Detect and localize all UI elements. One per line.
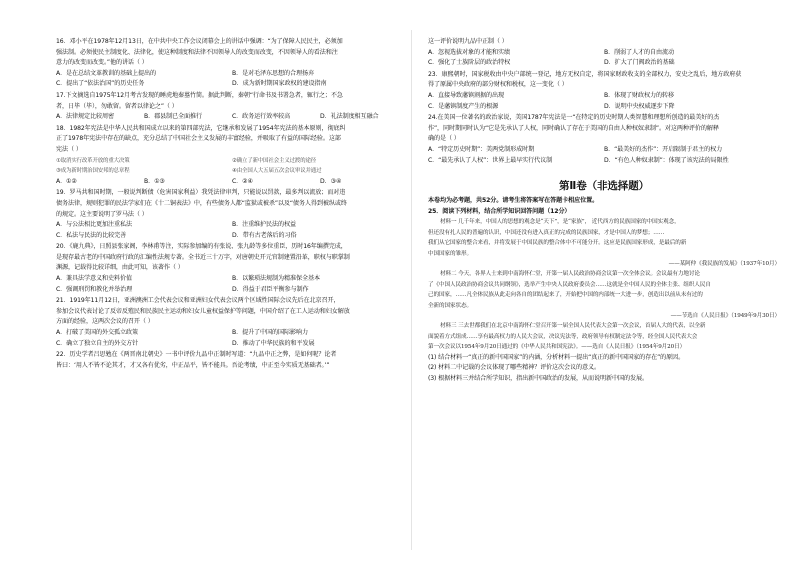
question-stem: 确的是（ ） [428, 135, 460, 143]
answer-options [56, 328, 408, 349]
question-stem: 的规定。这主要说明了罗马法（ ） [56, 210, 148, 218]
option-c: C．“最先承认了人权”：世界上最早实行代议制 [428, 156, 553, 164]
option-d: D．推动了中华民族的和平发展 [232, 339, 315, 347]
question-stem: 24.在美国一位著名的政治家说，美国1787年宪法是一“在特定的历史时期人类智慧和理想所创造的最美好的杰 [428, 114, 720, 122]
question-stem: 作”，同时期同时认为“它是先承认了人权，同时确认了存在于美国的自由人种权奴隶制”。对这两种评价的解释 [428, 124, 719, 132]
question-stem: 者，日毕（毕），勿敢留。留者以律论之”（ ） [56, 102, 178, 110]
answer-options [56, 220, 408, 241]
material-text: 材料三 三去世都我们在北京中南海怀仁堂召开第一届全国人民代表大会第一次会议，首届人大的代表，以全新 [440, 323, 706, 330]
question-17 [56, 91, 408, 123]
option-b: B．以繁琐法规制为精准保全基本 [232, 275, 320, 283]
material-text: 材料二 今天，各界人士来到中南海怀仁堂，开第一届人民政治协商会议第一次全体会议。会议最有力地讨论 [440, 271, 700, 278]
option-a: A．打破了美国的外交孤立政策 [56, 329, 138, 337]
material-text: 全新的国家状态。 [428, 302, 472, 309]
question-25-stem: 25．阅读下列材料，结合所学知识回答问题（12分） [428, 207, 571, 215]
question-24 [428, 113, 780, 166]
sub-question-3: (3) 根据材料三并结合所学知识，指出新中国政治的发展，从而说明新中国的发展。 [428, 374, 648, 382]
option-d: D．带有古老落后的习俗 [232, 231, 297, 239]
option-a: A．兼具法学意义和史料价值 [56, 275, 132, 283]
option-c: C．②④ [232, 177, 253, 185]
question-stem: 方面的经验，这两次会议的召开（ ） [56, 318, 154, 326]
material-text: 但还没有扎人民的普遍的认识，中国还没有进入真正的完成的民族国家，才是中国人的梦想；…… [428, 229, 665, 236]
question-stem: 23．康熙朝时，国家税收由中央户部统一登记，地方无权自定，将国家财政收支的全部权力，安史之乱后，地方政府获 [428, 70, 742, 78]
answer-options [56, 177, 408, 188]
sub-question-1: (1) 结合材料一“真正的新中国国家”的内涵，分析材料一提出“真正的新中国国家的存在”的原因。 [428, 353, 685, 361]
option-d: D．扩大了门阀政治的基础 [604, 59, 675, 67]
option-b: B．体现了财政权力的转移 [604, 91, 675, 99]
material-one [428, 217, 780, 269]
question-stem: 22．历史学者吕思勉在《两晋南北朝史》一书中评价九品中正制时写道：“九品中正之弊，是如何呢？论者 [56, 351, 337, 359]
answer-options [56, 112, 408, 123]
material-text: 中国国家的雏形。 [428, 250, 472, 257]
question-22-continued [428, 37, 780, 69]
sub-question-2: (2) 材料二中记载的会议体现了哪些精神？评价这次会议的意义。 [428, 364, 600, 372]
material-text: 面貌着方式组成……享有最高权力的人民大会议，决议宪法等，政府领导有权制定法令等，经全国人民代表大会 [428, 333, 698, 340]
option-a: A．①② [56, 177, 77, 185]
answer-options [56, 274, 408, 295]
left-column [56, 36, 408, 371]
question-stem: 债务法律，规则犯罪的民法学家们在《十二铜表法》中，有些债务人都“监狱或被杀”以及“债务人得到被纵或终 [56, 199, 347, 207]
question-21 [56, 296, 408, 349]
option-d: D．成为新时期国家政权的建设指南 [232, 80, 327, 88]
question-stem: 参加会议代表讨论了反帝反殖民和民族民主运动和妇女儿童权益保护等问题，中国介绍了在工人运动和妇女解放 [56, 307, 350, 315]
option-b: B．①③ [144, 177, 165, 185]
question-18 [56, 124, 408, 188]
question-22 [56, 350, 408, 371]
option-a: A．“特定历史时期”：美两党制形成时期 [428, 145, 535, 153]
question-stem: 16．邓小平在1978年12月13日，在中共中央工作会议闭幕会上的讲话中强调：“为了保障人民民主，必须加 [56, 38, 343, 45]
material-text: 第一次会议以1954年9月20日通过的《中华人民共和国宪法》。——选自《人民日报》（1954年9月20日） [428, 344, 686, 351]
sub-questions [428, 353, 780, 385]
material-text: 材料一 几千年来，中国人的思想的观念是“天下”，是“家族”， 近代西方的民族国家的中国实观念， [440, 219, 680, 226]
option-b: B．削弱了人才的自由流动 [604, 48, 675, 56]
option-d: D．“有色人种奴隶制”：体现了该宪法的局限性 [604, 156, 729, 164]
question-stem: 20．《鹿九典》，日照县张家阁，李林甫等注，实际参加编的有张说、张九龄等多位重臣，历时16年编撰完成， [56, 243, 347, 251]
question-stem: 18．1982年宪法是中华人民共和国成立以来的第四部宪法，它继承和发展了1954年宪法的基本原则，彻底纠 [56, 124, 346, 132]
column-divider [411, 30, 412, 550]
section-title: 第Ⅱ卷（非选择题） [558, 180, 650, 193]
question-stem: 意力的改变而改变。”他的讲话（ ） [56, 59, 148, 67]
material-three [428, 321, 780, 352]
option-b: B．郡县制已全面推行 [144, 113, 203, 121]
question-20 [56, 242, 408, 295]
right-column [428, 36, 780, 384]
option-a: A．是在总结文革教训的基础上提出的 [56, 69, 156, 77]
option-a: A．直接导致藩镇割据的出现 [428, 91, 504, 99]
question-stem: 17.下文摘选自1975年12月考古发现的睡虎地秦墓竹简。据此判断，秦朝“行命书及书署急者，辄行之；不急 [56, 91, 343, 99]
question-stem: 是现存最古老的中国政府行政的汇编性法规专著。全书近三十万字，对唐朝史开元官制建置沿革，职权与职掌制 [56, 253, 350, 261]
question-stem: 渊源，记载得比较详细，由此可知，该著作（ ） [56, 264, 184, 272]
circled-statements [56, 156, 408, 177]
option-d: D．得益于君臣平衡参与制作 [232, 285, 309, 293]
option-b: B．是对毛泽东思想的合理扬弃 [232, 69, 314, 77]
answer-options [56, 69, 408, 90]
question-stem: 这一评价说明九品中正制（ ） [428, 38, 508, 45]
material-text: 我们从它国家的整合来看，并将发展于中国民族的整合体中不可能分开。这应是民族国家形成，是最后的新 [428, 240, 687, 247]
option-c: C．私法与民法的比较完善 [56, 231, 127, 239]
option-b: B．提升了中国的国际影响力 [232, 329, 309, 337]
material-text: 己的国家，……凡全体民族从此走向各自的团结起来了，开始把中国的内部统一大进一步，创造出以前从未有过的 [428, 292, 703, 299]
question-16 [56, 37, 408, 90]
option-c: C．提出了“依法治国”的历史任务 [56, 80, 145, 88]
question-stem: 19．罗马共和国时期，一般说判断债（危害国家利益）我凭法律审判，只能说以罚款，最多判以流放；而对违 [56, 189, 346, 197]
option-a: A．忽视选拔对象的才能和实绩 [428, 48, 510, 56]
option-b: B．“最美好的杰作”：开启限制于君主的权力 [604, 145, 723, 153]
answer-options [428, 91, 780, 112]
question-stem: 正了1978年宪法中存在的缺点，充分总结了中国社会主义发展的丰富经验，并吸取了有益的国际经验。这部 [56, 135, 341, 143]
question-stem: 皆曰：‘用人不皆不论其才，才又各有优劣，中正品平，皆不能具。吾论考绩，中正至今实质无基础者。’” [56, 361, 330, 369]
option-c: C．强化了士族阶层的政治特权 [428, 59, 511, 67]
section-intro: 本卷均为必考题，共52分。请考生将答案写在答题卡相应位置。 [428, 197, 599, 205]
option-d: D．③④ [320, 177, 342, 185]
option-c: C．确立了独立自主的外交方针 [56, 339, 139, 347]
option-c: C．政务运行效率较高 [232, 113, 291, 121]
material-source: ——某阿仲《我民族的发展》（1937年10月） [668, 260, 780, 267]
material-source: ——节选自《人民日报》（1949年9月30日） [670, 312, 780, 319]
option-a: A．与公法相比更加注重私法 [56, 221, 132, 229]
answer-options [428, 145, 780, 166]
question-stem: 强法制。必须使民主制度化、法律化，使这种制度和法律不因领导人的改变而改变，不因领导人的看法和注 [56, 48, 338, 56]
question-stem: 宪法（ ） [56, 145, 82, 153]
material-two [428, 269, 780, 321]
option-a: A．法律规定比较周密 [56, 113, 115, 121]
answer-options [428, 48, 780, 69]
option-d: D．说明中央权威逐步下降 [604, 102, 675, 110]
option-b: B．注重维护民法的权益 [232, 221, 297, 229]
statement-3: ③成为新时期治国安邦的总章程 [56, 168, 130, 175]
material-text: 了《中国人民政治协商会议共同纲领》，选举产生中央人民政府委员会……这就是全中国人民的全体主张、组织人民自 [428, 281, 711, 288]
question-stem: 得了原属中央政府的部分财权和税权，这一变化（ ） [428, 81, 568, 89]
question-stem: 21．1919年11月12日，亚洲澳洲工会代表会议和亚洲妇女代表会议两个区域性国际会议先后在北京召开， [56, 297, 340, 305]
option-d: D．礼法制度相互融合 [320, 113, 379, 121]
option-c: C．是藩镇制度产生的根源 [428, 102, 499, 110]
question-19 [56, 188, 408, 241]
statement-4: ④由全国人大五届五次会议审议并通过 [232, 168, 322, 175]
statement-2: ②确立了新中国社会主义过渡的途径 [232, 157, 317, 164]
option-c: C．强调刑罚和教化并举治理 [56, 285, 133, 293]
question-23 [428, 70, 780, 112]
statement-1: ①取消实行改革开放的重大决策 [56, 157, 130, 164]
